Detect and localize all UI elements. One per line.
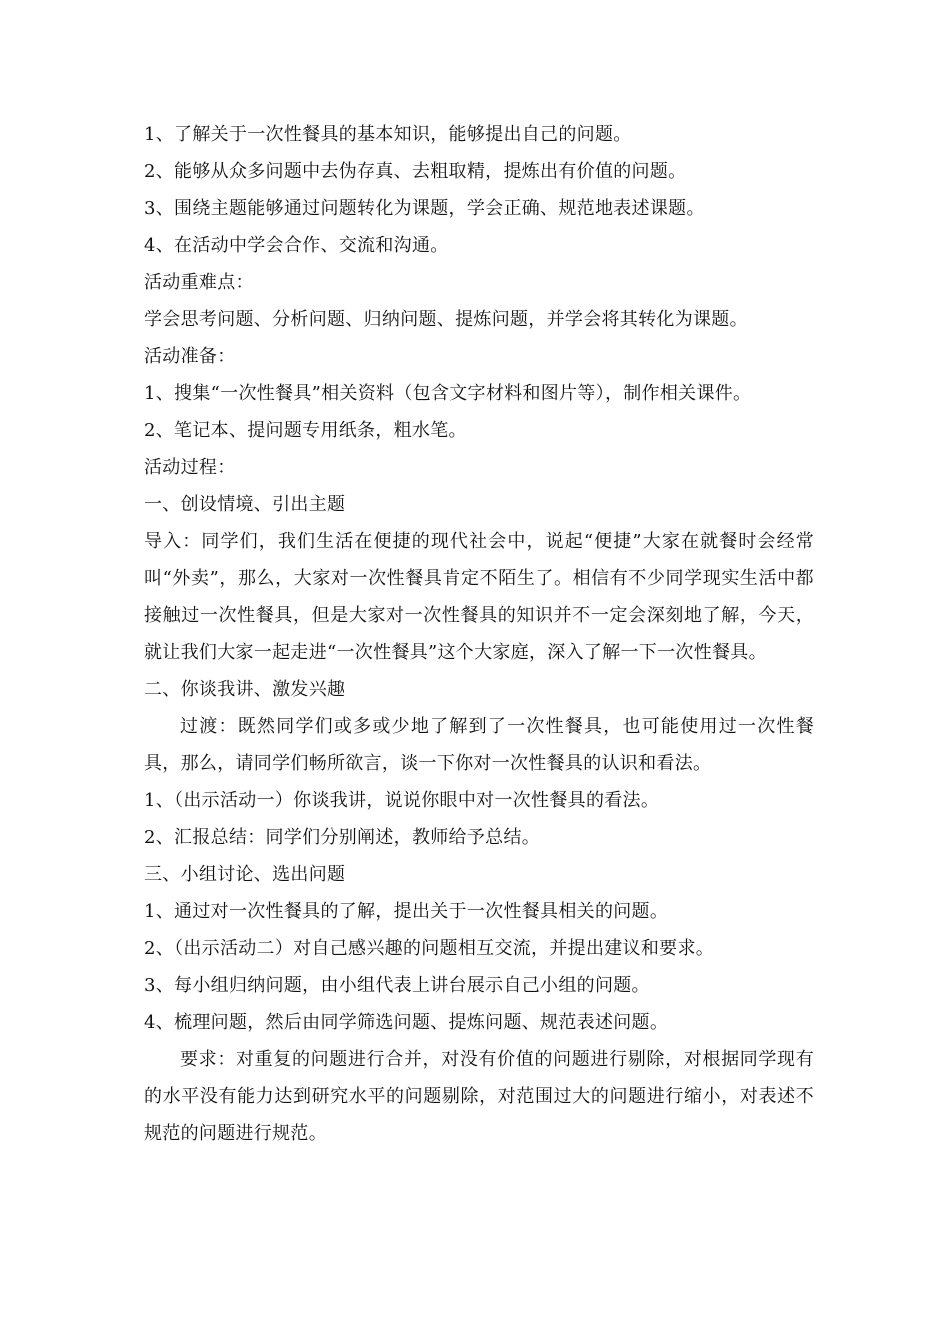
objective-3: 3、围绕主题能够通过问题转化为课题，学会正确、规范地表述课题。 bbox=[144, 198, 705, 219]
objective-2: 2、能够从众多问题中去伪存真、去粗取精，提炼出有价值的问题。 bbox=[144, 161, 687, 182]
key-points-text: 学会思考问题、分析问题、归纳问题、提炼问题，并学会将其转化为课题。 bbox=[144, 309, 748, 330]
section-3-title: 三、小组讨论、选出问题 bbox=[144, 864, 346, 885]
process-heading: 活动过程： bbox=[144, 457, 236, 478]
preparation-item-1: 1、搜集“一次性餐具”相关资料（包含文字材料和图片等），制作相关课件。 bbox=[144, 383, 752, 404]
section-3-item-4: 4、梳理问题，然后由同学筛选问题、提炼问题、规范表述问题。 bbox=[144, 1012, 669, 1033]
preparation-item-2: 2、笔记本、提问题专用纸条，粗水笔。 bbox=[144, 420, 467, 441]
section-3-item-2: 2、（出示活动二）对自己感兴趣的问题相互交流，并提出建议和要求。 bbox=[144, 938, 715, 959]
section-3-item-1: 1、通过对一次性餐具的了解，提出关于一次性餐具相关的问题。 bbox=[144, 901, 669, 922]
section-3-item-3: 3、每小组归纳问题，由小组代表上讲台展示自己小组的问题。 bbox=[144, 975, 650, 996]
transition-paragraph: 过渡：既然同学们或多或少地了解到了一次性餐具，也可能使用过一次性餐具，那么，请同学们畅所欲言，谈一下你对一次性餐具的认识和看法。 bbox=[144, 716, 814, 774]
preparation-heading: 活动准备： bbox=[144, 346, 236, 367]
objective-4: 4、在活动中学会合作、交流和沟通。 bbox=[144, 235, 449, 256]
objective-1: 1、了解关于一次性餐具的基本知识，能够提出自己的问题。 bbox=[144, 124, 632, 145]
section-2-title: 二、你谈我讲、激发兴趣 bbox=[144, 679, 346, 700]
section-1-title: 一、创设情境、引出主题 bbox=[144, 494, 346, 515]
key-points-heading: 活动重难点： bbox=[144, 272, 254, 293]
section-2-item-2: 2、汇报总结：同学们分别阐述，教师给予总结。 bbox=[144, 827, 541, 848]
intro-paragraph: 导入：同学们，我们生活在便捷的现代社会中，说起“便捷”大家在就餐时会经常叫“外卖”，那么，大家对一次性餐具肯定不陌生了。相信有不少同学现实生活中都接触过一次性餐具，但是大家对一次性餐具的知识并不一定会深刻地了解，今天，就让我们大家一起走进“一次性餐具”这个大家庭，深入了解一下一次性餐具。 bbox=[144, 531, 814, 663]
requirement-paragraph: 要求：对重复的问题进行合并，对没有价值的问题进行剔除，对根据同学现有的水平没有能力达到研究水平的问题剔除，对范围过大的问题进行缩小，对表述不规范的问题进行规范。 bbox=[144, 1049, 814, 1144]
section-2-item-1: 1、（出示活动一）你谈我讲，说说你眼中对一次性餐具的看法。 bbox=[144, 790, 660, 811]
document-body bbox=[144, 116, 814, 1152]
